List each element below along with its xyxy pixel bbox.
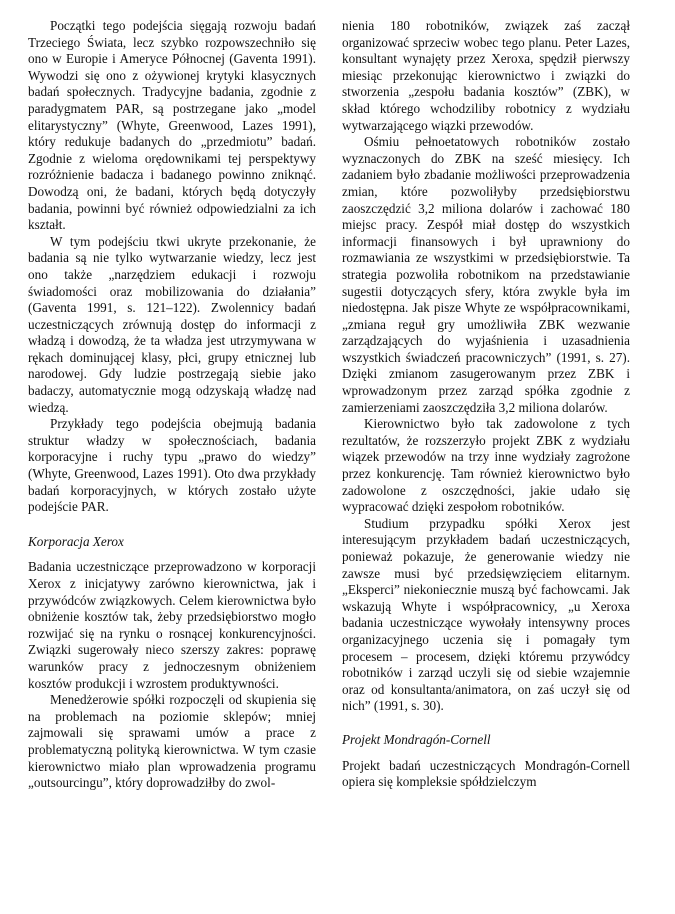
paragraph: Kierownictwo było tak zadowolone z tych rezultatów, że rozszerzyło projekt ZBK z wydziału wiązek przewodów na trzy inne wydziały zagrożone przez konkurencję. Tam również kierownictwo było zadowolone z oszczędności, jakie udało się wypracować dzięki zespołom robotników. [342, 416, 630, 515]
right-column [342, 18, 630, 904]
paragraph: Badania uczestniczące przeprowadzono w korporacji Xerox z inicjatywy zarówno kierownictwa, jak i przywódców związkowych. Celem kierownictwa było obniżenie kosztów tak, żeby przedsiębiorstwo mogło rozwijać się na rynku o rosnącej konkurencyjności. Związki sugerowały nieco szerszy zakres: poprawę warunków pracy z jednoczesnym obniżeniem kosztów produkcji i wzrostem produktywności. [28, 559, 316, 691]
paragraph: Menedżerowie spółki rozpoczęli od skupienia się na problemach na poziomie sklepów; mniej zajmowali się sprawami umów a prace z problematyczną polityką kierownictwa. W tym czasie kierownictwo miało plan wprowadzenia programu „outsourcingu”, który doprowadziłby do zwol- [28, 692, 316, 791]
paragraph: Przykłady tego podejścia obejmują badania struktur władzy w społecznościach, badania korporacyjne i ruchy typu „prawo do wiedzy” (Whyte, Greenwood, Lazes 1991). Oto dwa przykłady badań korporacyjnych, w których zostało użyte podejście PAR. [28, 416, 316, 515]
paragraph: Początki tego podejścia sięgają rozwoju badań Trzeciego Świata, lecz szybko rozpowszechniło się ono w Europie i Ameryce Północnej (Gaventa 1991). Wywodzi się ono z ożywionej krytyki klasycznych badań społecznych. Tradycyjne badania, zgodnie z paradygmatem PAR, są postrzegane jako „model elitarystyczny” (Whyte, Greenwood, Lazes 1991), który redukuje badanych do „przedmiotu” badań. Zgodnie z wieloma orędownikami tej perspektywy rozróżnienie badacza i badanego powinno zniknąć. Dowodzą oni, że badani, których będą dotyczyły badania, powinni być również odpowiedzialni za ich kształt. [28, 18, 316, 233]
section-heading-xerox: Korporacja Xerox [28, 533, 124, 549]
two-column-layout [28, 18, 647, 904]
paragraph: nienia 180 robotników, związek zaś zaczął organizować sprzeciw wobec tego planu. Peter Lazes, konsultant wynajęty przez Xeroxa, spędził pierwszy miesiąc przekonując kierownictwo i związki do stworzenia „zespołu badania kosztów” (ZBK), w skład którego wchodziliby robotnicy z wydziału wytwarzającego wiązki przewodów. [342, 18, 630, 133]
paragraph: W tym podejściu tkwi ukryte przekonanie, że badania są nie tylko wytwarzanie wiedzy, lecz jest ono także „narzędziem edukacji i rozwoju świadomości oraz mobilizowania do działania” (Gaventa 1991, s. 121–122). Zwolennicy badań uczestniczących zrównują dostęp do informacji z władzą i dowodzą, że ta władza jest utrzymywana w rękach dominującej klasy, płci, grupy etnicznej lub narodowej. Gdy ludzie postrzegają siebie jako badaczy, automatycznie mogą odzyskają władzę nad wiedzą. [28, 233, 316, 415]
section-heading-mondragon: Projekt Mondragón-Cornell [342, 731, 491, 747]
paragraph: Projekt badań uczestniczących Mondragón-Cornell opiera się kompleksie spółdzielczym [342, 757, 630, 790]
left-column [28, 18, 316, 904]
paragraph: Studium przypadku spółki Xerox jest interesującym przykładem badań uczestniczących, ponieważ pokazuje, że generowanie wiedzy nie zawsze musi być przedsięwzięciem elitarnym. „Eksperci” niekoniecznie muszą być fachowcami. Jak wskazują Whyte i współpracownicy, „u Xeroxa badania uczestniczące wywołały intensywny proces organizacyjnego uczenia się i pomagały tym procesem – procesem, dzięki któremu przywódcy robotników i zarząd uczyli się od siebie wzajemnie oraz od konsultanta/animatora, on zaś uczył się od nich” (1991, s. 30). [342, 515, 630, 714]
paragraph: Ośmiu pełnoetatowych robotników zostało wyznaczonych do ZBK na sześć miesięcy. Ich zadaniem było zbadanie możliwości przeprowadzenia zmian, które pozwoliłyby przedsiębiorstwu zaoszczędzić 3,2 miliona dolarów i zachować 180 miejsc pracy. Zespół miał dostęp do wszystkich informacji finansowych i był uprawniony do rozmawiania ze wszystkimi w przedsiębiorstwie. Ta strategia pozwoliła robotnikom na przedstawianie sugestii dotyczących sfery, która zwykle była im niedostępna. Jak pisze Whyte ze współpracownikami, „zmiana reguł gry umożliwiła ZBK wezwanie zarządzających do wyjaśnienia i uzasadnienia wszystkich świadczeń pracowniczych” (1991, s. 27). Dzięki zmianom zasugerowanym przez ZBK i wprowadzonym przez zarząd spółka zgodnie z zamierzeniami zaoszczędziła 3,2 miliona dolarów. [342, 134, 630, 415]
